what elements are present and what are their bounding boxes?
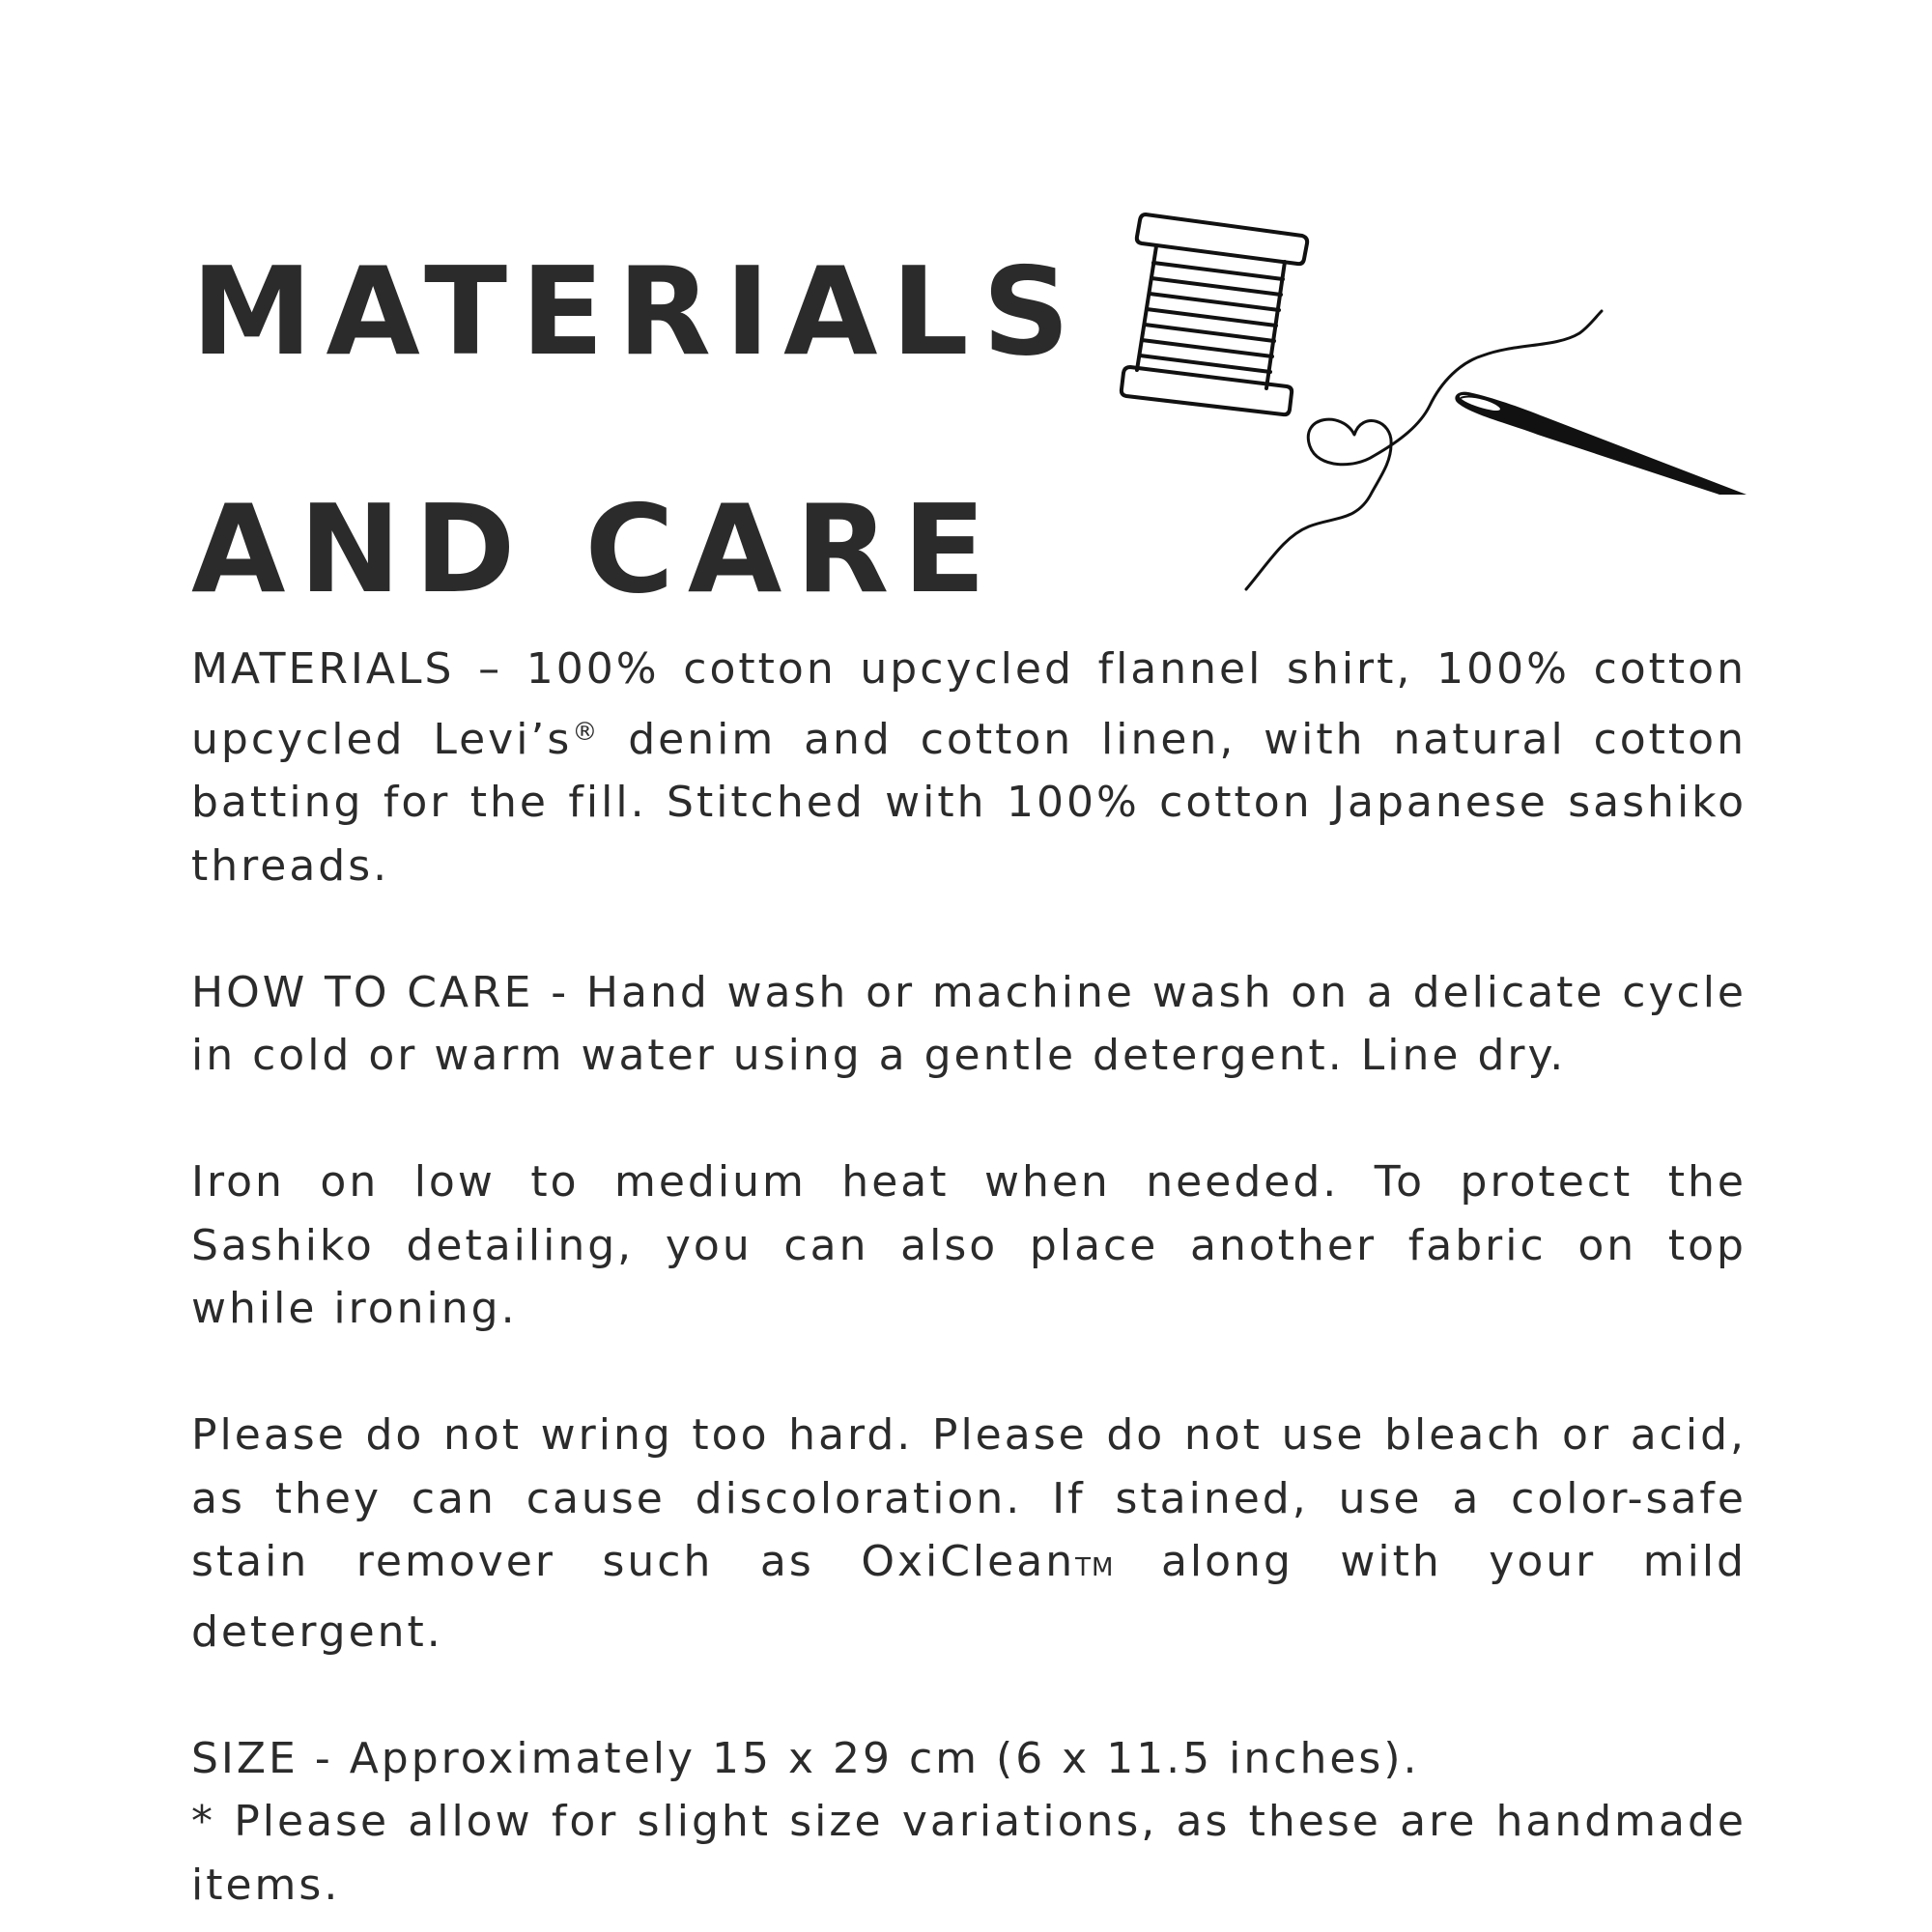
thread-spool-icon [1122,214,1307,414]
size-paragraph [191,1727,1747,1918]
trademark-mark: TM [1075,1553,1115,1582]
thread-heart-icon [1246,311,1602,589]
wring-text-rest: along with your mild detergent. [191,1537,1747,1657]
body-text [191,638,1747,1917]
wring-text: Please do not wring too hard. Please do not use bleach or acid, as they can cause discoloration. If stained, use a color-safe stain remover such as OxiClean [191,1410,1747,1586]
materials-paragraph [191,638,1747,897]
sewing-illustration [1101,203,1777,609]
registered-mark: ® [572,717,601,747]
page-title [191,193,1084,668]
size-text: SIZE - Approximately 15 x 29 cm (6 x 11.5 inches). [191,1733,1420,1783]
iron-paragraph: Iron on low to medium heat when needed. To protect the Sashiko detailing, you can also place another fabric on top while ironing. [191,1157,1747,1333]
materials-text-rest: denim and cotton linen, with natural cotton batting for the fill. Stitched with 100% cotton Japanese sashiko threads. [191,714,1747,891]
sewing-needle-icon [1455,392,1747,495]
care-paragraph: HOW TO CARE - Hand wash or machine wash on a delicate cycle in cold or warm water using a gentle detergent. Line dry. [191,967,1747,1080]
wring-paragraph [191,1404,1747,1663]
size-note: * Please allow for slight size variations, as these are handmade items. [191,1797,1747,1910]
title-line-1: MATERIALS [191,241,1084,383]
materials-text: MATERIALS – 100% cotton upcycled flannel shirt, 100% cotton upcycled Levi’s [191,644,1747,764]
title-line-2: AND CARE [191,478,1000,620]
